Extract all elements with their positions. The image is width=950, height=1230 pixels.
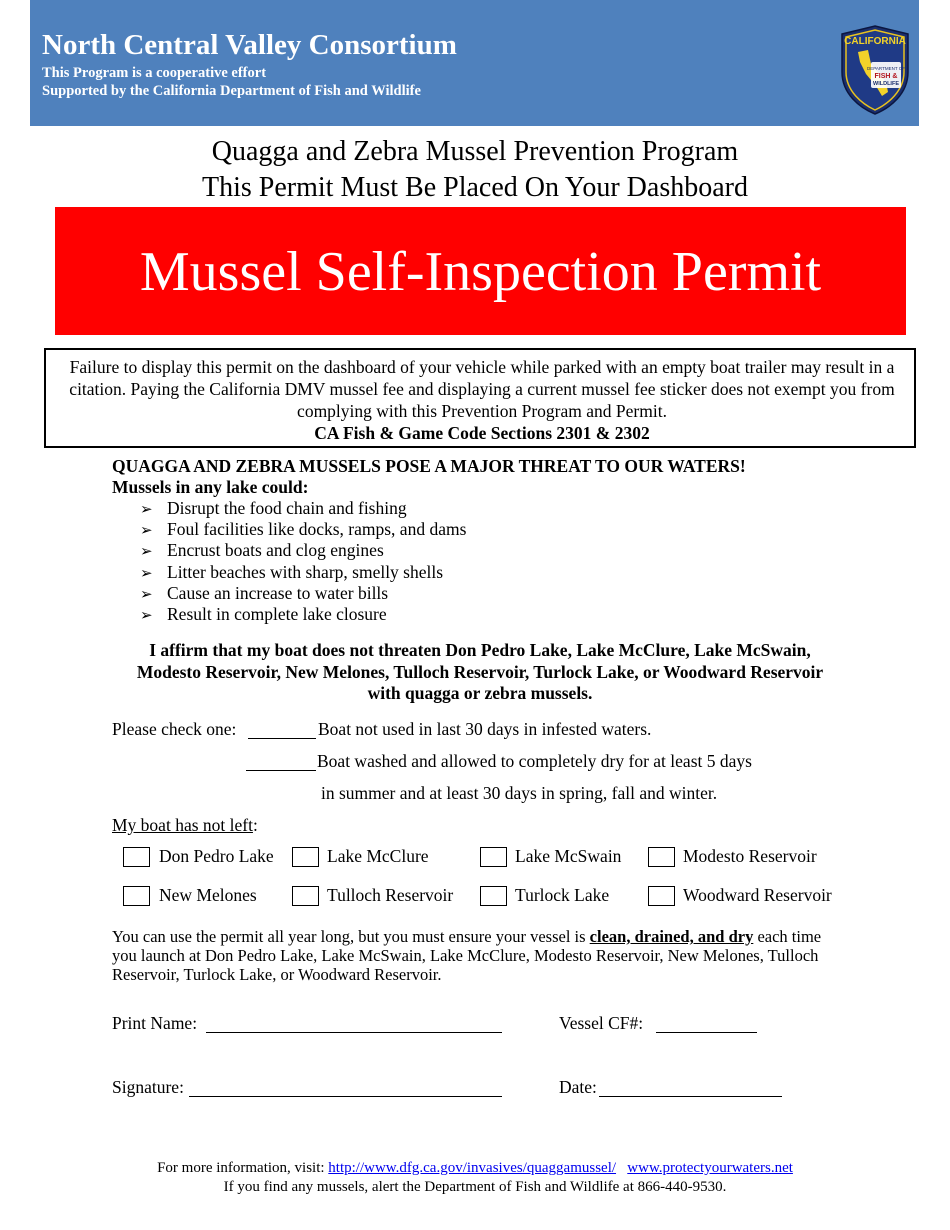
program-title: Quagga and Zebra Mussel Prevention Program xyxy=(211,136,739,167)
threat-heading: QUAGGA AND ZEBRA MUSSELS POSE A MAJOR THREAT TO OUR WATERS! xyxy=(112,456,746,476)
option-2-text-continued: in summer and at least 30 days in spring, fall and winter. xyxy=(321,783,718,803)
checkbox-modesto-reservoir[interactable] xyxy=(648,847,675,867)
checkbox-lake-mcclure[interactable] xyxy=(292,847,319,867)
print-name-label: Print Name: xyxy=(112,1013,198,1033)
checkbox-don-pedro-lake[interactable] xyxy=(123,847,150,867)
signature-label: Signature: xyxy=(112,1077,184,1097)
header-subtitle-1: This Program is a cooperative effort xyxy=(42,65,267,81)
list-item: ➢ Encrust boats and clog engines xyxy=(140,540,384,560)
option-2-text: Boat washed and allowed to completely dry for at least 5 days xyxy=(317,751,752,771)
arrowhead-bullet-icon: ➢ xyxy=(140,585,153,603)
signature-field[interactable] xyxy=(189,1096,502,1097)
arrowhead-bullet-icon: ➢ xyxy=(140,606,153,624)
header-subtitle-2: Supported by the California Department of Fish and Wildlife xyxy=(42,83,421,99)
checkbox-label: Lake McClure xyxy=(327,846,429,866)
cdfw-seal-logo xyxy=(838,24,912,116)
arrowhead-bullet-icon: ➢ xyxy=(140,542,153,560)
checkbox-label: Turlock Lake xyxy=(515,885,610,905)
print-name-field[interactable] xyxy=(206,1032,502,1033)
threat-subheading: Mussels in any lake could: xyxy=(112,477,309,497)
more-info-line: For more information, visit: http://www.dfg.ca.gov/invasives/quaggamussel/ www.protectyourwaters.net xyxy=(157,1160,793,1176)
check-one-label: Please check one: xyxy=(112,719,237,739)
checkbox-label: Lake McSwain xyxy=(515,846,622,866)
header-banner xyxy=(30,0,919,126)
citation-notice-box xyxy=(44,348,916,448)
checkbox-new-melones[interactable] xyxy=(123,886,150,906)
permit-title-banner xyxy=(55,207,906,335)
svg-text:CALIFORNIA: CALIFORNIA xyxy=(844,36,906,47)
checkbox-turlock-lake[interactable] xyxy=(480,886,507,906)
clean-drained-dry-emphasis: clean, drained, and dry xyxy=(589,927,754,946)
list-item: ➢ Cause an increase to water bills xyxy=(140,583,389,603)
fish-game-code: CA Fish & Game Code Sections 2301 & 2302 xyxy=(314,423,650,443)
arrowhead-bullet-icon: ➢ xyxy=(140,521,153,539)
arrowhead-bullet-icon: ➢ xyxy=(140,564,153,582)
vessel-cf-field[interactable] xyxy=(656,1032,757,1033)
checkbox-label: Don Pedro Lake xyxy=(159,846,274,866)
cdfw-quagga-link[interactable]: http://www.dfg.ca.gov/invasives/quaggamussel/ xyxy=(328,1160,617,1176)
option-1-check-blank[interactable] xyxy=(248,722,316,739)
svg-text:DEPARTMENT OF: DEPARTMENT OF xyxy=(866,66,906,71)
permit-title: Mussel Self-Inspection Permit xyxy=(139,241,822,303)
citation-notice-text: Failure to display this permit on the dashboard of your vehicle while parked with an empty boat trailer may result in a citation. Paying the California DMV mussel fee and displaying a current mussel fee sticker does not exempt you from complying with this Prevention Program and Permit. xyxy=(69,357,895,421)
date-field[interactable] xyxy=(599,1096,782,1097)
list-item: ➢ Result in complete lake closure xyxy=(140,604,387,624)
checkbox-tulloch-reservoir[interactable] xyxy=(292,886,319,906)
option-1-text: Boat not used in last 30 days in infested waters. xyxy=(318,719,652,739)
arrowhead-bullet-icon: ➢ xyxy=(140,500,153,518)
vessel-cf-label: Vessel CF#: xyxy=(559,1013,644,1033)
usage-paragraph: You can use the permit all year long, but you must ensure your vessel is clean, drained, and dry each time you launch at Don Pedro Lake, Lake McSwain, Lake McClure, Modesto Reservoir, New Melones, Tulloch Reservoir, Turlock Lake, or Woodward Reservoir. xyxy=(112,927,822,984)
checkbox-woodward-reservoir[interactable] xyxy=(648,886,675,906)
dashboard-instruction: This Permit Must Be Placed On Your Dashboard xyxy=(202,172,748,203)
list-item: ➢ Disrupt the food chain and fishing xyxy=(140,498,407,518)
citation-notice xyxy=(46,356,918,444)
alert-line: If you find any mussels, alert the Department of Fish and Wildlife at 866-440-9530. xyxy=(223,1179,727,1195)
svg-text:WILDLIFE: WILDLIFE xyxy=(873,81,899,87)
list-item: ➢ Foul facilities like docks, ramps, and dams xyxy=(140,519,467,539)
org-name: North Central Valley Consortium xyxy=(42,29,457,61)
checkbox-label: New Melones xyxy=(159,885,257,905)
svg-text:FISH &: FISH & xyxy=(874,73,898,80)
checkbox-label: Woodward Reservoir xyxy=(683,885,832,905)
affirmation-statement: I affirm that my boat does not threaten Don Pedro Lake, Lake McClure, Lake McSwain, Modesto Reservoir, New Melones, Tulloch Reservoir, Turlock Lake, or Woodward Reservoir with quagga or zebra mussels. xyxy=(136,640,824,703)
checkbox-lake-mcswain[interactable] xyxy=(480,847,507,867)
checkbox-label: Tulloch Reservoir xyxy=(327,885,454,905)
protect-your-waters-link[interactable]: www.protectyourwaters.net xyxy=(627,1160,793,1176)
list-item: ➢ Litter beaches with sharp, smelly shells xyxy=(140,562,444,582)
date-label: Date: xyxy=(559,1077,597,1097)
option-2-check-blank[interactable] xyxy=(246,754,316,771)
checkbox-label: Modesto Reservoir xyxy=(683,846,817,866)
not-left-label: My boat has not left: xyxy=(112,815,258,835)
